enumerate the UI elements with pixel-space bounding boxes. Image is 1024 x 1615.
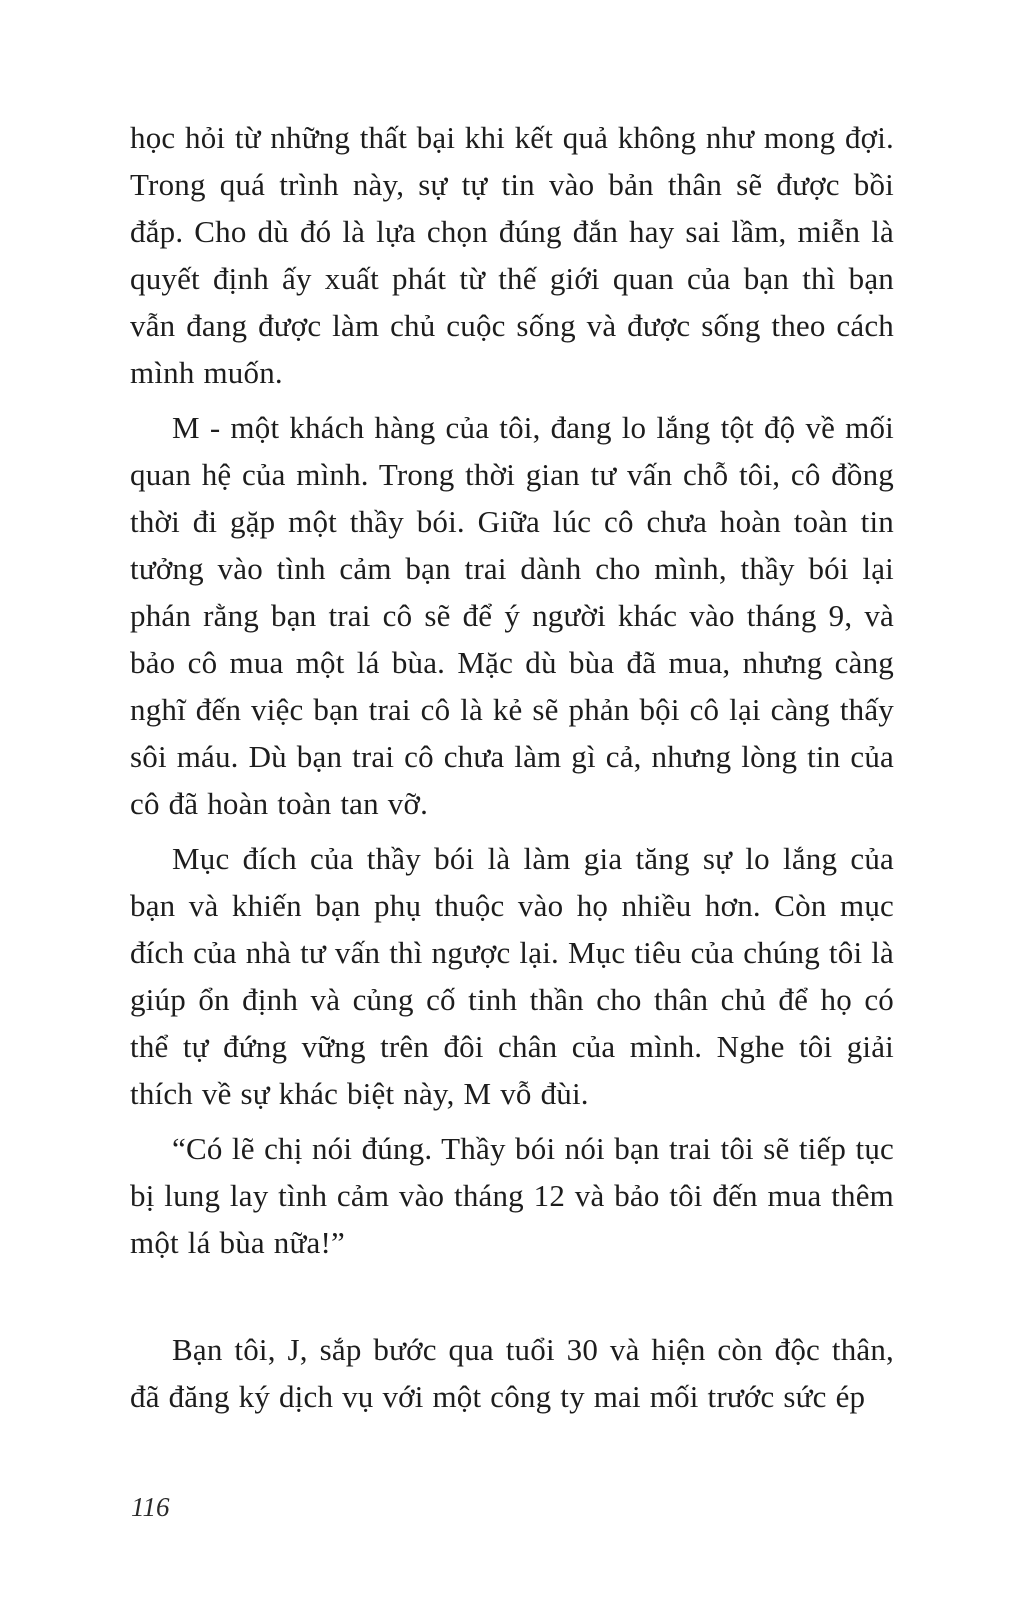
paragraph-friend-j: Bạn tôi, J, sắp bước qua tuổi 30 và hiện còn độc thân, đã đăng ký dịch vụ với một công ty mai mối trước sức ép [130,1332,894,1414]
paragraph-client-m: M - một khách hàng của tôi, đang lo lắng tột độ về mối quan hệ của mình. Trong thời gian tư vấn chỗ tôi, cô đồng thời đi gặp một thầy bói. Giữa lúc cô chưa hoàn toàn tin tưởng vào tình cảm bạn trai dành cho mình, thầy bói lại phán rằng bạn trai cô sẽ để ý người khác vào tháng 9, và bảo cô mua một lá bùa. Mặc dù bùa đã mua, nhưng càng nghĩ đến việc bạn trai cô là kẻ sẽ phản bội cô lại càng thấy sôi máu. Dù bạn trai cô chưa làm gì cả, nhưng lòng tin của cô đã hoàn toàn tan vỡ. [130,410,894,821]
page-text-block [130,114,894,1428]
paragraph-quote: “Có lẽ chị nói đúng. Thầy bói nói bạn trai tôi sẽ tiếp tục bị lung lay tình cảm vào tháng 12 và bảo tôi đến mua thêm một lá bùa nữa!” [130,1131,894,1260]
page-number: 116 [131,1492,170,1522]
paragraph-continuation: học hỏi từ những thất bại khi kết quả không như mong đợi. Trong quá trình này, sự tự tin vào bản thân sẽ được bồi đắp. Cho dù đó là lựa chọn đúng đắn hay sai lầm, miễn là quyết định ấy xuất phát từ thế giới quan của bạn thì bạn vẫn đang được làm chủ cuộc sống và được sống theo cách mình muốn. [130,120,894,390]
paragraph-fortune-teller-vs-counselor: Mục đích của thầy bói là làm gia tăng sự lo lắng của bạn và khiến bạn phụ thuộc vào họ nhiều hơn. Còn mục đích của nhà tư vấn thì ngược lại. Mục tiêu của chúng tôi là giúp ổn định và củng cố tinh thần cho thân chủ để họ có thể tự đứng vững trên đôi chân của mình. Nghe tôi giải thích về sự khác biệt này, M vỗ đùi. [130,841,894,1111]
